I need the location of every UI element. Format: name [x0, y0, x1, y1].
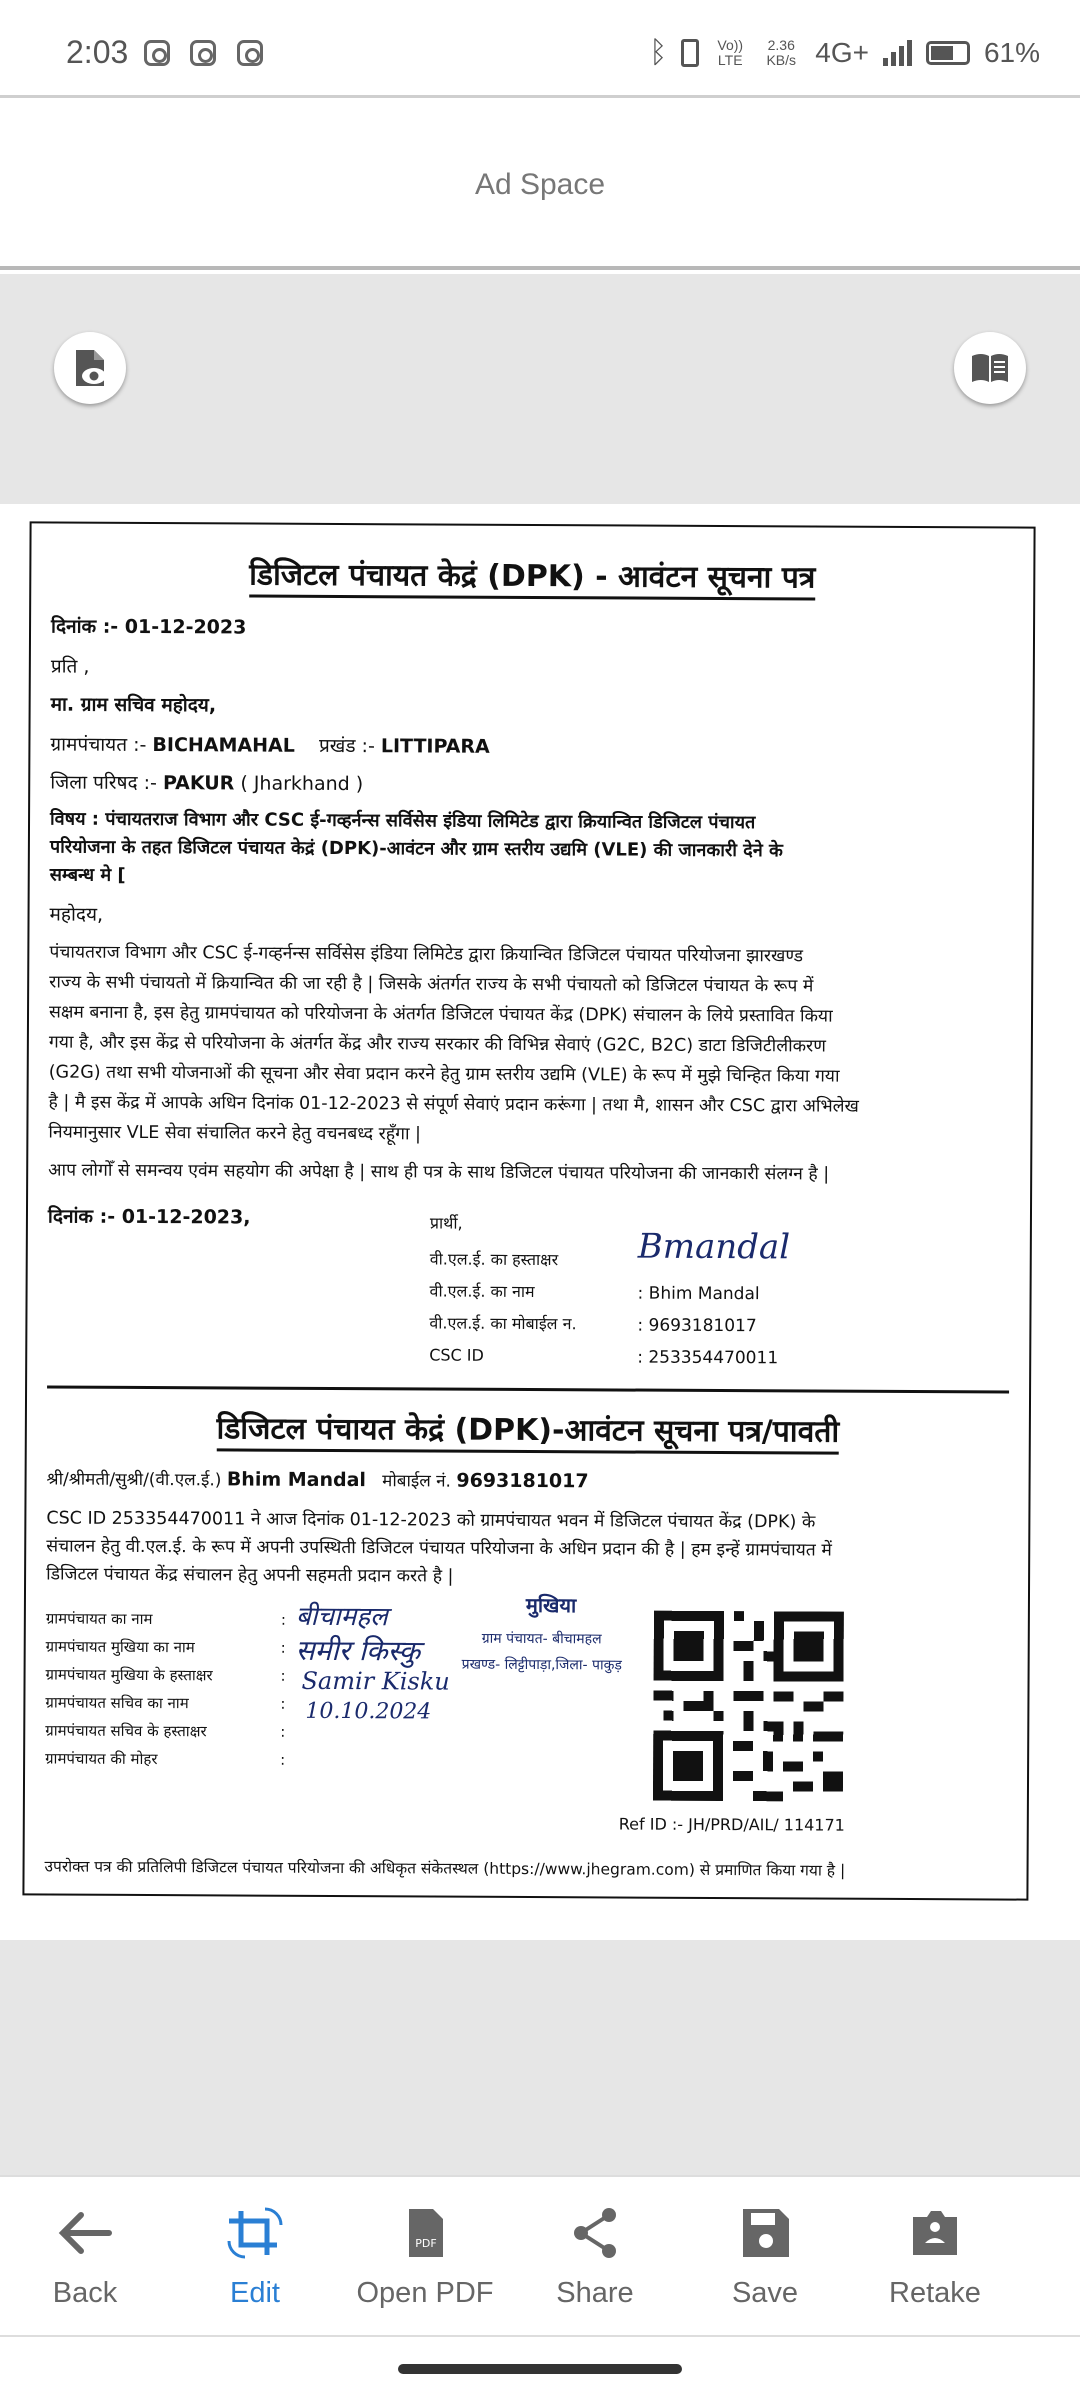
addressee: मा. ग्राम सचिव महोदय,: [50, 693, 217, 717]
csc-label: CSC ID: [429, 1345, 484, 1365]
handwritten-gram-name: बीचामहल: [295, 1601, 388, 1633]
body-line-7: नियमानुसार VLE सेवा संचालित करने हेतु वचनबध्द रहूँगा |: [48, 1122, 422, 1145]
edit-button[interactable]: Edit: [180, 2207, 330, 2310]
stamp-panchayat: ग्राम पंचायत- बीचामहल: [481, 1630, 602, 1648]
document-title: डिजिटल पंचायत केद्रं (DPK) - आवंटन सूचना पत्र: [31, 551, 1033, 597]
field-sachiv-sign: ग्रामपंचायत सचिव के हस्ताक्षर: [45, 1721, 207, 1741]
share-icon: [565, 2207, 625, 2259]
body-line-6: है | मै इस केंद्र में आपके अधिन दिनांक 01-12-2023 से संपूर्ण सेवाएं प्रदान करूंगा | तथा मै, शासन और CSC द्वारा अभिलेख: [48, 1092, 859, 1117]
book-icon: [970, 352, 1010, 384]
date-line-2: दिनांक :- 01-12-2023,: [47, 1205, 251, 1229]
subject-line-2: परियोजना के तहत डिजिटल पंचायत केद्रं (DPK)-आवंटन और ग्राम स्तरीय उद्यमि (VLE) की जानकारी देने के: [49, 836, 783, 862]
receipt-line-3: संचालन हेतु वी.एल.ई. के रूप में अपनी उपस्थिती डिजिटल पंचायत परियोजना के अधिन प्रदान की है | हम इन्हें ग्रामपंचायत में: [46, 1536, 832, 1561]
document-page: डिजिटल पंचायत केद्रं (DPK) - आवंटन सूचना पत्र दिनांक :- 01-12-2023 प्रति , मा. ग्राम सचिव महोदय, ग्रामपंचायत :- BICHAMAHAL प्रखंड :- LITTIPARA जिला परिषद :- PAKUR ( Jharkhand ) विषय : पंचायतराज विभाग और CSC ई-गव्हर्नन्स सर्विसेस इंडिया लिमिटेड द्वारा क्रियान्वित डिजिटल पंचायत परियोजना के तहत डिजिटल पंचायत केद्रं (DPK)-आवंटन और ग्राम स्तरीय उद्यमि (VLE) की जानकारी देने के सम्बन्ध मे [ महोदय, पंचायतराज विभाग और CSC ई-गव्हर्नन्स सर्विसेस इंडिया लिमिटेड द्वारा क्रियान्वित डिजिटल पंचायत परियोजना झारखण्ड राज्य के सभी पंचायतो में क्रियान्वित की जा रही है | जिसके अंतर्गत राज्य के सभी पंचायतो को डिजिटल पंचायत के रूप में सक्षम बनाना है, इस हेतु ग्रामपंचायत को परियोजना के अंतर्गत डिजिटल पंचायत केंद्र (DPK) संचालन के लिये प्रस्तावित किया गया है, और इस केंद्र से परियोजना के अंतर्गत केंद्र और राज्य सरकार की विभिन्न सेवाएं (G2C, B2C) डाटा डिजिटीलीकरण (G2G) तथा सभी योजनाओं की सूचना और सेवा प्रदान करने हेतु ग्राम स्तरीय उद्यमि (VLE) के रूप में मुझे चिन्हित किया गया है | मै इस केंद्र में आपके अधिन दिनांक 01-12-2023 से संपूर्ण सेवाएं प्रदान करूंगा | तथा मै, शासन और CSC द्वारा अभिलेख नियमानुसार VLE सेवा संचालित करने हेतु वचनबध्द रहूँगा | आप लोगोँ से समन्वय एवंम सहयोग की अपेक्षा है | साथ ही पत्र के साथ डिजिटल पंचायत परियोजना की जानकारी संलग्न है | दिनांक :- 01-12-2023, प्रार्थी, वी.एल.ई. का हस्ताक्षर Bmandal वी.एल.ई. का नाम : Bhim Mandal वी.एल.ई. का मोबाईल न. : 9693181017 CSC ID : 253354470011 डिजिटल पंचायत केद्रं (DPK)-आवंटन सूचना पत्र/पावती श्री/श्रीमती/सुश्री/(वी.एल.ई.) Bhim Mandal मोबाईल नं. 9693181017 CSC ID 253354470011 ने आज दिनांक 01-12-2023 को ग्रामपंचायत भवन में डिजिटल पंचायत केंद्र (DPK) के संचालन हेतु वी.एल.ई. के रूप में अपनी उपस्थिती डिजिटल पंचायत परियोजना के अधिन प्रदान की है | हम इन्हें ग्रामपंचायत में डिजिटल पंचायत केंद्र संचालन हेतु अपनी सहमती प्रदान करते है | ग्रामपंचायत का नाम ग्रामपंचायत मुखिया का नाम ग्रामपंचायत मुखिया के हस्ताक्षर ग्रामपंचायत सचिव का नाम ग्रामपंचायत सचिव के हस्ताक्षर ग्रामपंचायत की मोहर : : : : : : बीचामहल समीर किस्कु Samir Kisku 10.10.2024 मुखिया ग्राम पंचायत- बीचामहल प्रखण्ड- लिट्टीपाड़ा,जिला- पाकुड़ Ref ID :- JH/PRD/AIL/ 114171 उपरोक्त पत्र की प्रतिलिपी डिजिटल पंचायत परियोजना की अधिकृत संकेतस्थल (https://www.jhegram.com) से प्रमाणित किया गया है |: [22, 521, 1035, 1900]
instagram-icon: [144, 40, 170, 66]
applicant-label: प्रार्थी,: [429, 1213, 463, 1233]
subject-line-3: सम्बन्ध मे [: [49, 864, 126, 886]
ad-banner[interactable]: [0, 95, 1080, 270]
bottom-nav: [0, 2175, 1080, 2337]
field-seal: ग्रामपंचायत की मोहर: [45, 1749, 158, 1769]
read-mode-button[interactable]: [954, 332, 1026, 404]
date-line: दिनांक :- 01-12-2023: [50, 615, 247, 639]
action-area: [0, 274, 1080, 504]
network-speed: 2.36 KB/s: [766, 37, 797, 68]
status-bar: [0, 0, 1080, 95]
document-viewer[interactable]: [0, 504, 1080, 1940]
svg-text:PDF: PDF: [415, 2237, 437, 2250]
receipt-line-1: श्री/श्रीमती/सुश्री/(वी.एल.ई.) Bhim Mandal मोबाईल नं. 9693181017: [46, 1468, 589, 1493]
csc-value: : 253354470011: [637, 1347, 779, 1369]
gram-panchayat-line: ग्रामपंचायत :- BICHAMAHAL प्रखंड :- LITTIPARA: [50, 733, 490, 758]
qr-code: [653, 1611, 844, 1802]
district-line: जिला परिषद :- PAKUR ( Jharkhand ): [50, 771, 364, 796]
receipt-line-4: डिजिटल पंचायत केंद्र संचालन हेतु अपनी सहमती प्रदान करते है |: [46, 1564, 454, 1587]
status-time: 2:03: [66, 34, 129, 70]
body-line-1: पंचायतराज विभाग और CSC ई-गव्हर्नन्स सर्विसेस इंडिया लिमिटेड द्वारा क्रियान्वित डिजिटल पंचायत परियोजना झारखण्ड: [49, 942, 804, 967]
stamp-mukhiya: मुखिया: [525, 1592, 577, 1618]
open-pdf-button[interactable]: PDF Open PDF: [350, 2207, 500, 2310]
handwritten-date: 10.10.2024: [305, 1698, 432, 1725]
receipt-line-2: CSC ID 253354470011 ने आज दिनांक 01-12-2023 को ग्रामपंचायत भवन में डिजिटल पंचायत केंद्र (DPK) के: [46, 1508, 816, 1533]
network-lte: Vo)) LTE: [717, 37, 744, 68]
bluetooth-icon: ᛒ: [649, 36, 668, 69]
vle-signature: Bmandal: [637, 1226, 791, 1268]
vibrate-icon: [681, 39, 699, 67]
camera-icon: [905, 2207, 965, 2259]
ref-id: Ref ID :- JH/PRD/AIL/ 114171: [618, 1814, 845, 1835]
battery-percent: 61%: [983, 37, 1040, 68]
receipt-title: डिजिटल पंचायत केद्रं (DPK)-आवंटन सूचना पत्र/पावती: [27, 1405, 1029, 1451]
handwritten-mukhiya-sign: Samir Kisku: [301, 1666, 450, 1696]
share-button[interactable]: Share: [520, 2207, 670, 2310]
crop-icon: [225, 2207, 285, 2259]
salutation: महोदय,: [49, 903, 104, 926]
body-line-4: गया है, और इस केंद्र से परियोजना के अंतर्गत केंद्र और राज्य सरकार की विभिन्न सेवाएं (G2C, B2C) डाटा डिजिटीलीकरण: [48, 1032, 826, 1057]
vle-mobile-label: वी.एल.ई. का मोबाईल न.: [429, 1313, 577, 1334]
handwritten-mukhiya-name: समीर किस्कु: [295, 1633, 421, 1668]
vle-mobile-value: : 9693181017: [637, 1315, 757, 1337]
prati-text: प्रति ,: [50, 655, 90, 678]
home-indicator[interactable]: [398, 2364, 682, 2374]
back-button[interactable]: Back: [10, 2207, 160, 2310]
pdf-icon: [395, 2207, 455, 2259]
instagram-icon: [190, 40, 216, 66]
stamp-block: प्रखण्ड- लिट्टीपाड़ा,जिला- पाकुड़: [461, 1656, 622, 1674]
body-line-2: राज्य के सभी पंचायतो में क्रियान्वित की जा रही है | जिसके अंतर्गत राज्य के सभी पंचायतो को डिजिटल पंचायत के रूप में: [49, 972, 814, 997]
preview-button[interactable]: [54, 332, 126, 404]
save-icon: [735, 2207, 795, 2259]
body-line-5: (G2G) तथा सभी योजनाओं की सूचना और सेवा प्रदान करने हेतु ग्राम स्तरीय उद्यमि (VLE) के रूप में मुझे चिन्हित किया गया: [48, 1062, 840, 1087]
vle-name-label: वी.एल.ई. का नाम: [429, 1281, 535, 1302]
body-line-3: सक्षम बनाना है, इस हेतु ग्रामपंचायत को परियोजना के अंतर्गत डिजिटल पंचायत केंद्र (DPK) संचालन के लिये प्रस्तावित किया: [48, 1002, 833, 1027]
field-sachiv-name: ग्रामपंचायत सचिव का नाम: [45, 1693, 189, 1713]
field-mukhiya-sign: ग्रामपंचायत मुखिया के हस्ताक्षर: [45, 1665, 213, 1685]
network-type: 4G+: [815, 37, 869, 68]
retake-button[interactable]: Retake: [860, 2207, 1010, 2310]
footer-note: उपरोक्त पत्र की प्रतिलिपी डिजिटल पंचायत परियोजना की अधिकृत संकेतस्थल (https://www.jhegram.com) से प्रमाणित किया गया है |: [44, 1857, 846, 1880]
vle-sign-label: वी.एल.ई. का हस्ताक्षर: [429, 1249, 559, 1270]
vle-name-value: : Bhim Mandal: [637, 1283, 760, 1305]
battery-icon: [926, 41, 970, 65]
status-indicators: [649, 36, 1040, 70]
section-divider: [47, 1385, 1009, 1393]
file-preview-icon: [72, 348, 108, 388]
field-gram-name: ग्रामपंचायत का नाम: [45, 1609, 153, 1629]
field-mukhiya-name: ग्रामपंचायत मुखिया का नाम: [45, 1637, 195, 1657]
save-button[interactable]: Save: [690, 2207, 840, 2310]
subject-line-1: विषय : पंचायतराज विभाग और CSC ई-गव्हर्नन्स सर्विसेस इंडिया लिमिटेड द्वारा क्रियान्वित डिजिटल पंचायत: [49, 808, 756, 834]
instagram-icon: [237, 40, 263, 66]
signal-icon: [883, 40, 912, 66]
arrow-left-icon: [55, 2207, 115, 2259]
ad-label: Ad Space: [474, 168, 606, 201]
bottom-spacer: [0, 1940, 1080, 2175]
request-line: आप लोगोँ से समन्वय एवंम सहयोग की अपेक्षा है | साथ ही पत्र के साथ डिजिटल पंचायत परियोजना की जानकारी संलग्न है |: [48, 1160, 830, 1185]
